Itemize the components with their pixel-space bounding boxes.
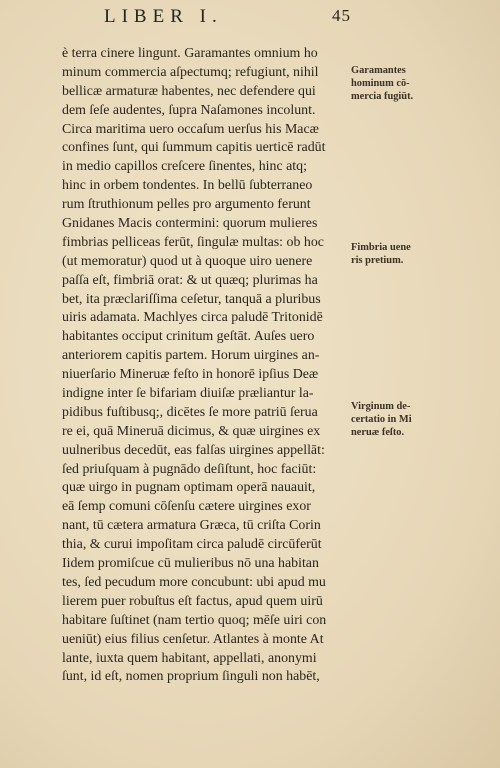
text-line: uulneribus decedūt, eas falſas uirgines appellāt:: [62, 442, 325, 458]
margin-note-garamantes: [351, 64, 451, 103]
text-line: paſſa eſt, fimbriā orat: & ut quæq; plurimas ha: [62, 272, 318, 288]
text-line: bet, ita præclariſſima ceſetur, tanquā a pluribus: [62, 291, 321, 307]
text-line: quæ uirgo in pugnam optimam operā nauauit,: [62, 480, 316, 496]
text-line: Gnidanes Macis contermini: quorum mulieres: [62, 216, 318, 232]
text-line: nant, tū cætera armatura Græca, tū criſta Corin: [62, 518, 321, 534]
text-line: minum commercia aſpectumq; refugiunt, nihil: [62, 64, 319, 80]
text-line: in medio capillos creſcere ſinentes, hinc atq;: [62, 159, 307, 175]
text-line: tes, ſed pecudum more concubunt: ubi apud mu: [62, 574, 326, 590]
text-line: ueniūt) eius filius cenſetur. Atlantes à monte At: [62, 631, 324, 647]
text-line: (ut memoratur) quod ut à quoque uiro uenere: [62, 253, 313, 269]
text-line: bellicæ armaturæ habentes, nec defendere qui: [62, 83, 316, 99]
margin-note-fimbria: [351, 241, 451, 267]
text-line: habitantes occiput crinitum geſtāt. Auſes uero: [62, 329, 315, 345]
running-title: LIBER I.: [104, 6, 223, 27]
text-line: è terra cinere lingunt. Garamantes omnium ho: [62, 46, 318, 61]
text-line: lierem puer robuſtus eſt factus, apud quem uirū: [62, 593, 323, 609]
running-header: [104, 6, 404, 32]
text-line: eā ſemp comuni cōſenſu cætere uirgines exor: [62, 499, 311, 515]
text-line: Circa maritima uero occaſum uerſus his Macæ: [62, 121, 319, 137]
text-line: pidibus fuſtibusq;, dicētes ſe more patriū ſerua: [62, 404, 318, 420]
text-line: ſunt, id eſt, nomen proprium ſinguli non habēt,: [62, 669, 320, 685]
text-line: ſed priuſquam à pugnādo deſiſtunt, hoc faciūt:: [62, 461, 317, 477]
text-line: rum ſtruthionum pelles pro argumento ferunt: [62, 197, 311, 213]
margin-note-line: certatio in Mi: [351, 414, 412, 425]
margin-note-line: hominum cō-: [351, 78, 410, 89]
text-line: fimbrias pelliceas ferūt, ſingulæ multas: ob hoc: [62, 234, 324, 250]
main-text-block: [62, 45, 348, 687]
text-line: indigne inter ſe bifariam diuiſæ præliantur la-: [62, 386, 314, 402]
text-line: confines ſunt, qui ſummum capitis uerticē radūt: [62, 140, 326, 156]
margin-note-line: Garamantes: [351, 65, 406, 76]
folio-number: 45: [332, 6, 351, 25]
margin-note-virginum: [351, 400, 451, 439]
text-line: niuerſario Mineruæ feſto in honorē ipſius Deæ: [62, 367, 319, 383]
margin-note-line: ris pretium.: [351, 255, 404, 266]
text-line: uiris adamata. Machlyes circa paludē Tritonidē: [62, 310, 323, 326]
text-line: anteriorem capitis partem. Horum uirgines an-: [62, 348, 320, 364]
text-line: dem ſeſe audentes, ſupra Naſamones incolunt.: [62, 102, 316, 118]
text-line: hinc in orbem tondentes. In bellū ſubterraneo: [62, 178, 313, 194]
margin-note-line: Virginum de-: [351, 401, 411, 412]
text-line: thia, & curui impoſitam circa paludē circūferūt: [62, 537, 322, 553]
text-line: Iidem promiſcue cū mulieribus nō una habitan: [62, 556, 319, 572]
margin-note-line: mercia fugiūt.: [351, 91, 414, 102]
margin-note-line: Fimbria uene: [351, 242, 411, 253]
text-line: habitare ſuſtinet (nam tertio quoq; mēſe uiri con: [62, 612, 327, 628]
margin-note-line: neruæ feſto.: [351, 427, 405, 438]
text-line: re ei, quā Mineruā dicimus, & quæ uirgines ex: [62, 423, 321, 439]
text-line: lante, iuxta quem habitant, appellati, anonymi: [62, 650, 317, 666]
